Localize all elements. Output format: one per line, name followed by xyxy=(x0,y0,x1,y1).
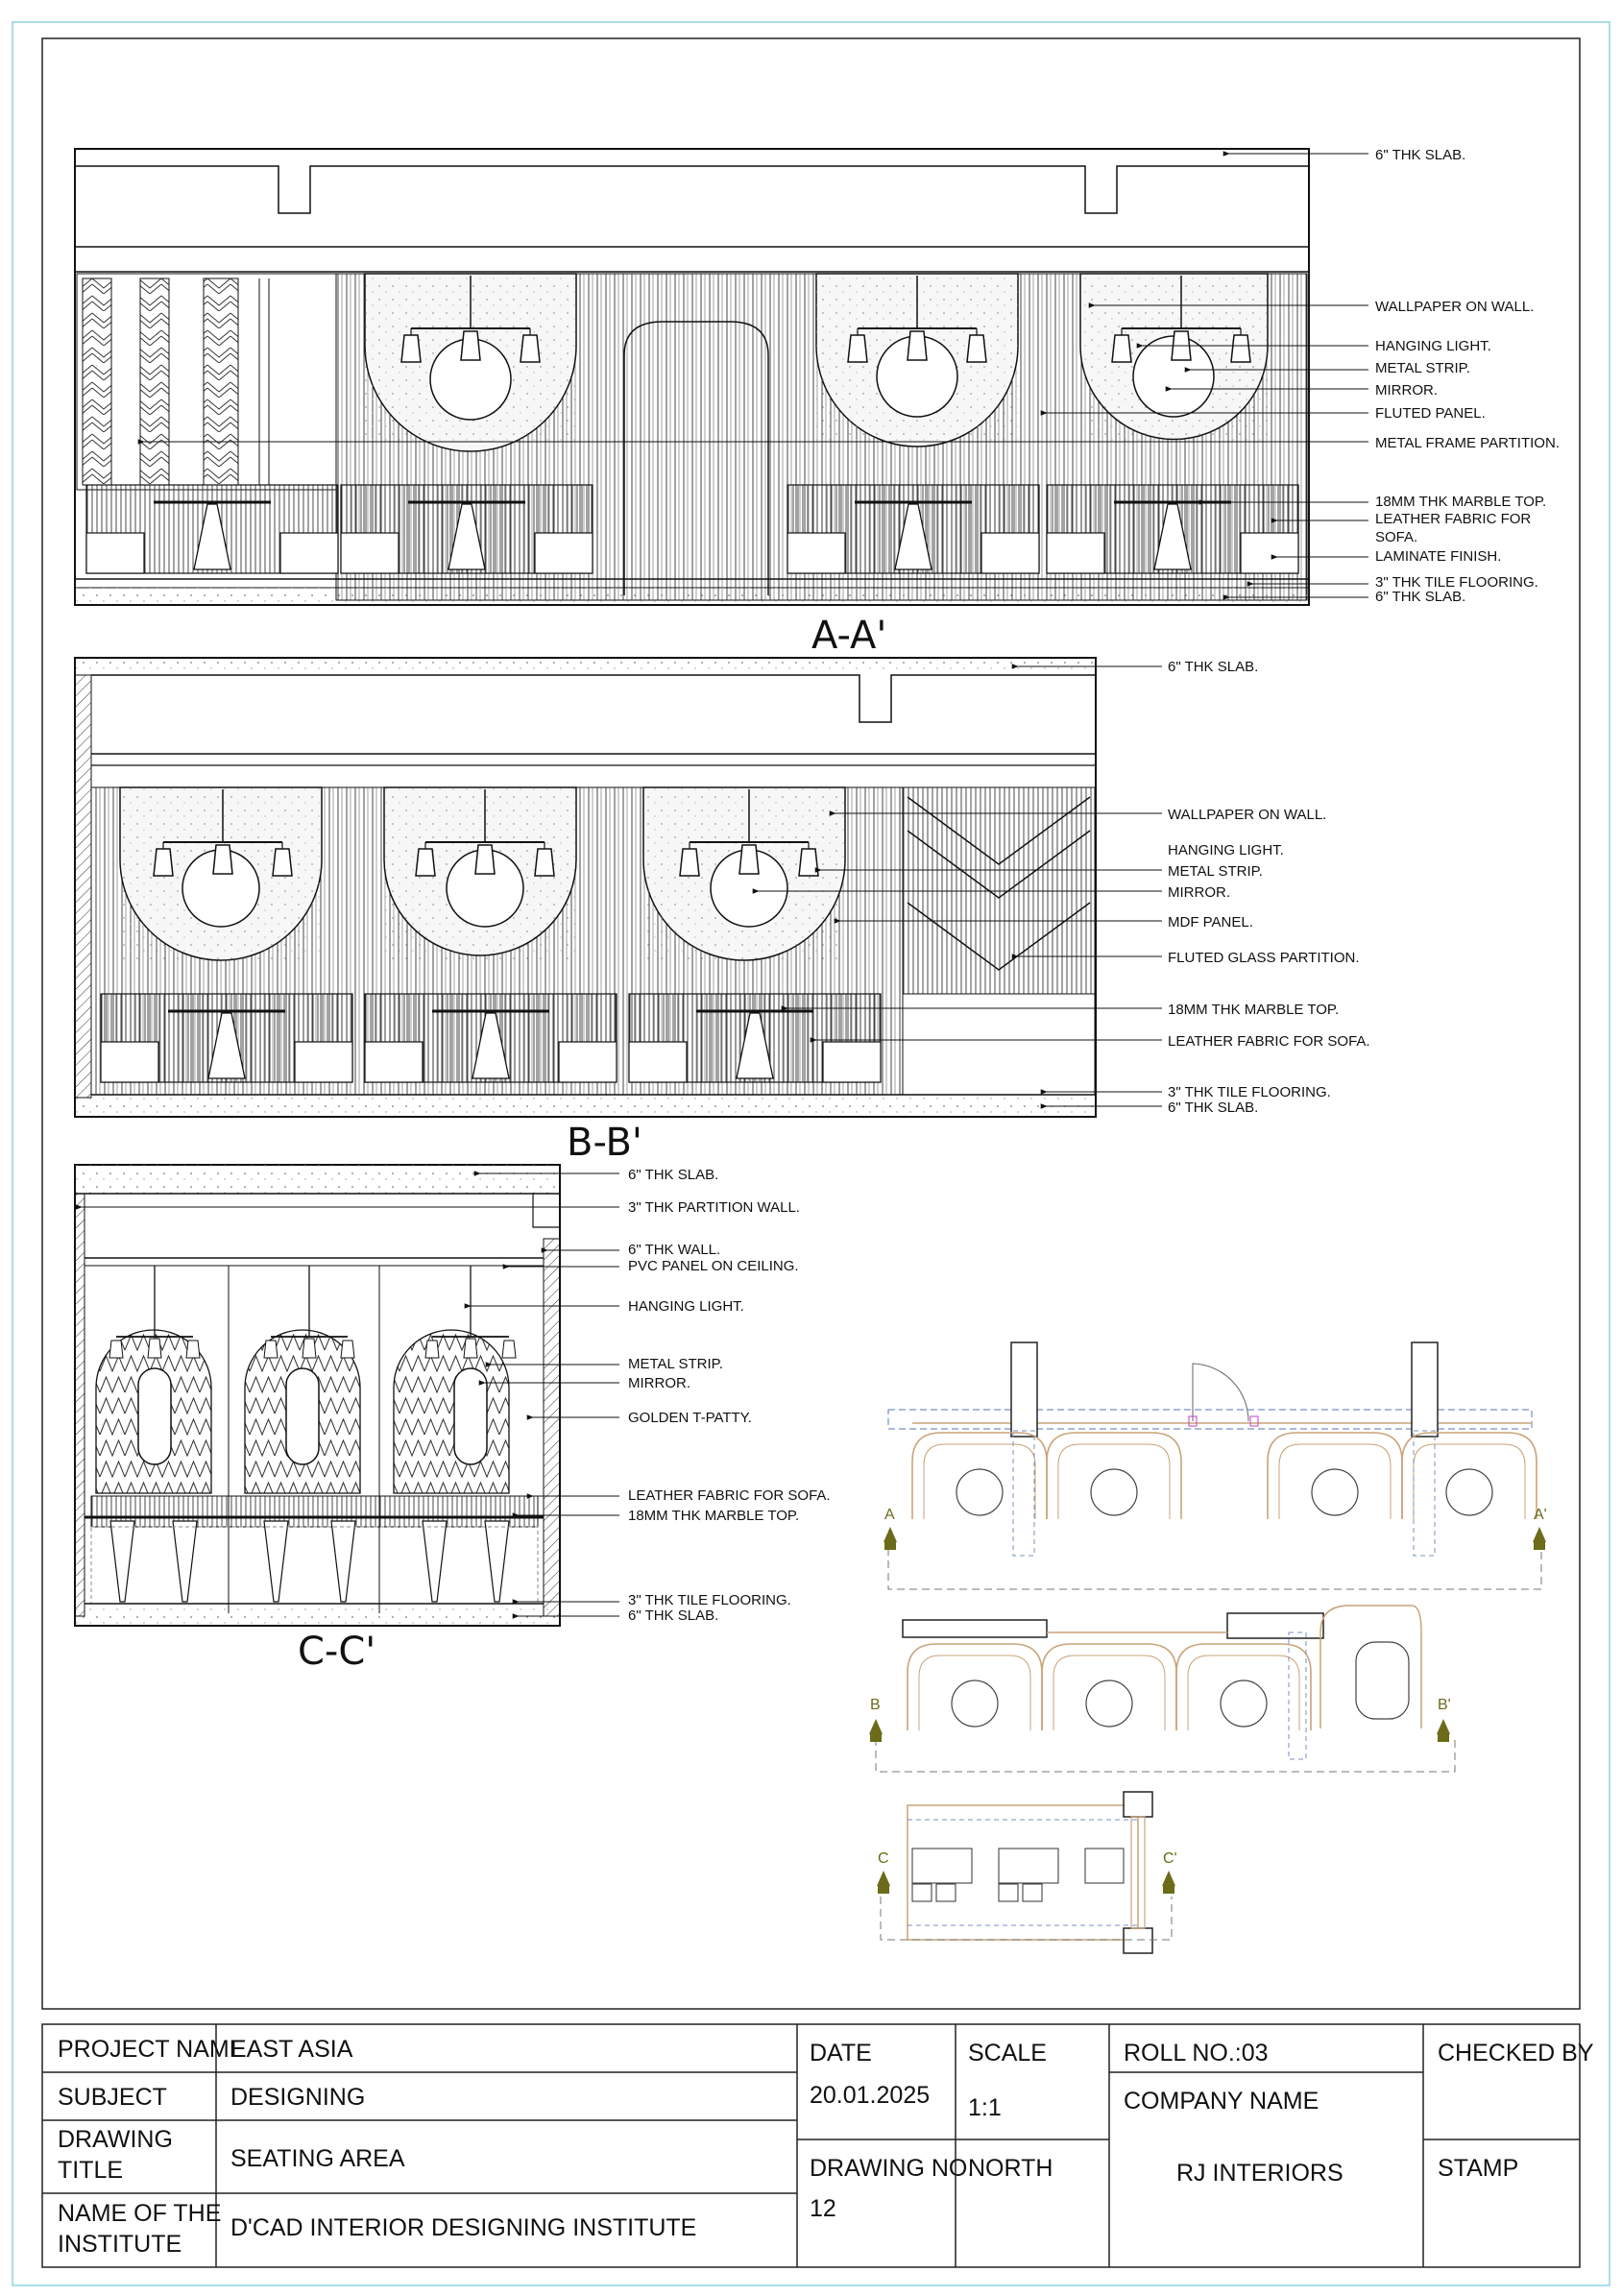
key-plan-b xyxy=(876,1606,1455,1772)
company-name-label: COMPANY NAME xyxy=(1124,2088,1319,2115)
cc-label-partition-wall: 3" THK PARTITION WALL. xyxy=(628,1199,800,1216)
aa-label-marble-top: 18MM THK MARBLE TOP. xyxy=(1375,494,1547,510)
drawing-no-label: DRAWING NO. xyxy=(810,2155,975,2182)
cc-label-mirror: MIRROR. xyxy=(628,1375,690,1391)
section-aa-title: A-A' xyxy=(811,614,887,658)
section-bb-title: B-B' xyxy=(567,1121,642,1165)
section-cc-title: C-C' xyxy=(298,1630,376,1674)
date-label: DATE xyxy=(810,2040,872,2066)
bb-label-wallpaper: WALLPAPER ON WALL. xyxy=(1168,807,1327,823)
bb-label-leather-fabric: LEATHER FABRIC FOR SOFA. xyxy=(1168,1033,1370,1050)
bb-label-metal-strip: METAL STRIP. xyxy=(1168,863,1263,880)
aa-label-wallpaper: WALLPAPER ON WALL. xyxy=(1375,299,1535,315)
plan-marker-c-right: C' xyxy=(1163,1850,1177,1867)
project-name-value: EAST ASIA xyxy=(230,2036,353,2063)
aa-label-mirror: MIRROR. xyxy=(1375,382,1438,399)
title-block-text xyxy=(58,2036,1594,2258)
subject-value: DESIGNING xyxy=(230,2084,366,2111)
plan-marker-a-left: A xyxy=(884,1507,895,1523)
section-aa-elevation xyxy=(75,149,1309,605)
bb-label-hanging-light: HANGING LIGHT. xyxy=(1168,842,1284,858)
drawing-title-value: SEATING AREA xyxy=(230,2145,405,2172)
section-cc-elevation xyxy=(75,1165,560,1626)
key-plan-c xyxy=(881,1792,1172,1953)
north-label: NORTH xyxy=(968,2155,1053,2182)
aa-label-laminate: LAMINATE FINISH. xyxy=(1375,548,1502,565)
bb-label-marble-top: 18MM THK MARBLE TOP. xyxy=(1168,1002,1340,1018)
bb-label-tile-flooring: 3" THK TILE FLOORING. xyxy=(1168,1084,1331,1100)
plan-marker-b-left: B xyxy=(870,1697,881,1713)
bb-label-fluted-glass: FLUTED GLASS PARTITION. xyxy=(1168,950,1360,966)
bb-label-slab-top: 6" THK SLAB. xyxy=(1168,659,1259,675)
bb-label-slab-bottom: 6" THK SLAB. xyxy=(1168,1100,1259,1116)
institute-value: D'CAD INTERIOR DESIGNING INSTITUTE xyxy=(230,2214,697,2241)
cc-label-wall: 6" THK WALL. xyxy=(628,1242,721,1258)
plan-marker-a-right: A' xyxy=(1534,1507,1547,1523)
plan-marker-b-right: B' xyxy=(1438,1697,1451,1713)
cc-label-marble-top: 18MM THK MARBLE TOP. xyxy=(628,1508,800,1524)
cc-label-leather-fabric: LEATHER FABRIC FOR SOFA. xyxy=(628,1487,831,1504)
key-plan-a xyxy=(888,1342,1541,1589)
drawing-no-value: 12 xyxy=(810,2195,836,2222)
aa-label-hanging-light: HANGING LIGHT. xyxy=(1375,338,1491,354)
cc-label-pvc-panel: PVC PANEL ON CEILING. xyxy=(628,1258,799,1274)
key-plan-a-markers xyxy=(884,1507,1547,1550)
bb-label-mdf-panel: MDF PANEL. xyxy=(1168,914,1253,930)
section-bb-labels xyxy=(1168,659,1370,1116)
institute-label-line1: NAME OF THE xyxy=(58,2200,222,2227)
institute-label-line2: INSTITUTE xyxy=(58,2231,182,2258)
key-plan-c-markers xyxy=(877,1850,1177,1894)
key-plan-b-markers xyxy=(869,1697,1451,1742)
section-bb-elevation xyxy=(75,658,1096,1117)
aa-label-leather-fabric: LEATHER FABRIC FOR xyxy=(1375,511,1532,527)
aa-label-metal-strip: METAL STRIP. xyxy=(1375,360,1470,376)
company-name-value: RJ INTERIORS xyxy=(1176,2160,1344,2187)
checked-by-label: CHECKED BY xyxy=(1438,2040,1594,2066)
section-aa-labels xyxy=(1375,147,1560,605)
scale-value: 1:1 xyxy=(968,2094,1002,2121)
aa-label-slab-top: 6" THK SLAB. xyxy=(1375,147,1466,163)
stamp-label: STAMP xyxy=(1438,2155,1519,2182)
cc-label-hanging-light: HANGING LIGHT. xyxy=(628,1298,744,1315)
scale-label: SCALE xyxy=(968,2040,1047,2066)
plan-marker-c-left: C xyxy=(878,1850,889,1867)
roll-no: ROLL NO.:03 xyxy=(1124,2040,1269,2066)
cc-label-metal-strip: METAL STRIP. xyxy=(628,1356,723,1372)
drawing-title-label-line1: DRAWING xyxy=(58,2126,173,2153)
date-value: 20.01.2025 xyxy=(810,2082,931,2109)
aa-label-slab-bottom: 6" THK SLAB. xyxy=(1375,589,1466,605)
aa-label-fluted-panel: FLUTED PANEL. xyxy=(1375,405,1486,422)
cc-label-slab-top: 6" THK SLAB. xyxy=(628,1167,719,1183)
aa-label-tile-flooring: 3" THK TILE FLOORING. xyxy=(1375,574,1538,591)
drawing-title-label-line2: TITLE xyxy=(58,2157,124,2184)
project-name-label: PROJECT NAME xyxy=(58,2036,246,2063)
bb-label-mirror: MIRROR. xyxy=(1168,884,1230,901)
cc-label-golden-t-patty: GOLDEN T-PATTY. xyxy=(628,1410,752,1426)
cc-label-tile-flooring: 3" THK TILE FLOORING. xyxy=(628,1592,791,1608)
aa-label-metal-frame-partition: METAL FRAME PARTITION. xyxy=(1375,435,1560,451)
aa-label-sofa: SOFA. xyxy=(1375,529,1418,545)
cc-label-slab-bottom: 6" THK SLAB. xyxy=(628,1607,719,1624)
subject-label: SUBJECT xyxy=(58,2084,167,2111)
section-cc-labels xyxy=(628,1167,831,1624)
